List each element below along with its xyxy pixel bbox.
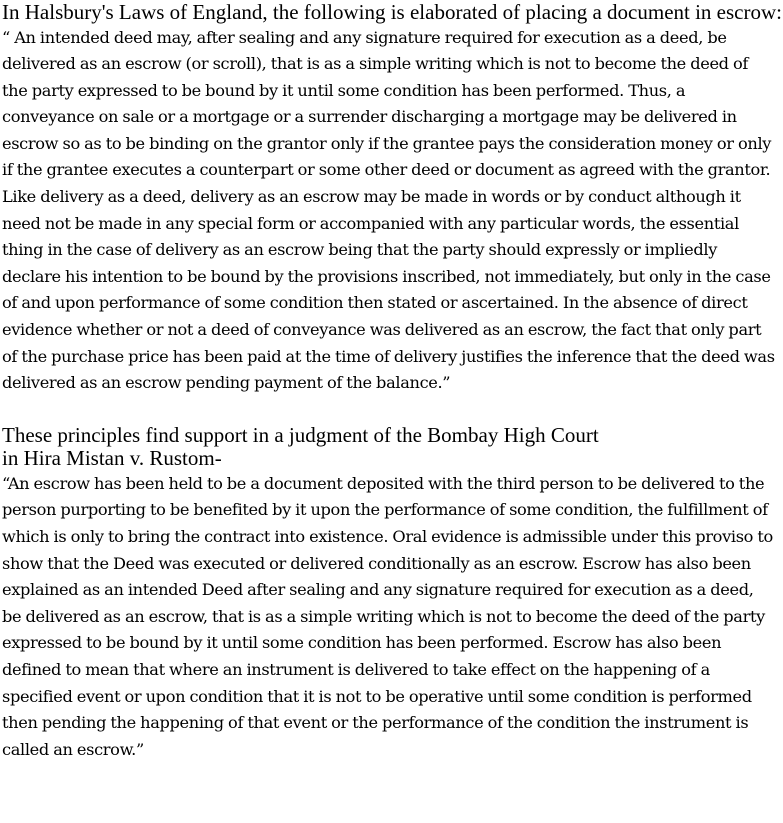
halsbury-quote: “ An intended deed may, after sealing and any signature required for execution as a deed, be delivered as an escrow (or scroll), that is as a simple writing which is not to become the deed of the party expressed to be bound by it until some condition has been performed. Thus, a conveyance on sale or a mortgage or a surrender discharging a mortgage may be delivered in escrow so as to be binding on the grantor only if the grantee pays the consideration money or only if the grantee executes a counterpart or some other deed or document as agreed with the grantor. Like delivery as a deed, delivery as an escrow may be made in words or by conduct although it need not be made in any special form or accompanied with any particular words, the essential thing in the case of delivery as an escrow being that the party should expressly or impliedly declare his intention to be bound by the provisions inscribed, not immediately, but only in the case of and upon performance of some condition then stated or ascertained. In the absence of direct evidence whether or not a deed of conveyance was delivered as an escrow, the fact that only part of the purchase price has been paid at the time of delivery justifies the inference that the deed was delivered as an escrow pending payment of the balance.” bbox=[2, 27, 775, 393]
section-2-heading bbox=[2, 423, 783, 471]
section-2-heading-line-2: in Hira Mistan v. Rustom- bbox=[2, 446, 222, 471]
section-2-heading-line-1: These principles find support in a judgment of the Bombay High Court bbox=[2, 422, 599, 447]
section-1-heading: In Halsbury's Laws of England, the following is elaborated of placing a document in escrow: bbox=[2, 0, 782, 24]
section-spacer bbox=[2, 397, 783, 423]
bombay-high-court-quote: “An escrow has been held to be a document deposited with the third person to be delivered to the person purporting to be benefited by it upon the performance of some condition, the fulfillment of which is only to bring the contract into existence. Oral evidence is admissible under this proviso to show that the Deed was executed or delivered conditionally as an escrow. Escrow has also been explained as an intended Deed after sealing and any signature required for execution as a deed, be delivered as an escrow, that is as a simple writing which is not to become the deed of the party expressed to be bound by it until some condition has been performed. Escrow has also been defined to mean that where an instrument is delivered to take effect on the happening of a specified event or upon condition that it is not to be operative until some condition is performed then pending the happening of that event or the performance of the condition the instrument is called an escrow.” bbox=[2, 473, 773, 759]
